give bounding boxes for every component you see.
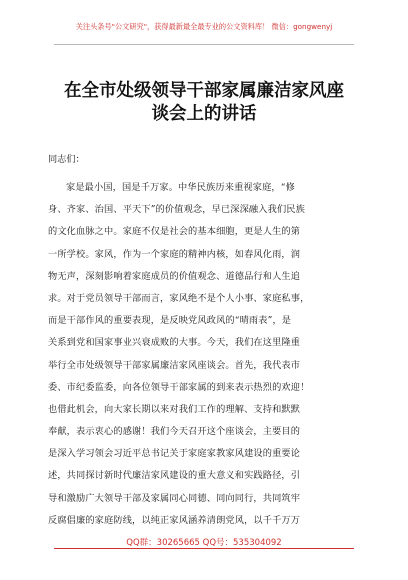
body-line: 也借此机会，向大家长期以来对我们工作的理解、支持和默默 bbox=[48, 403, 301, 415]
body-line: 举行全市处级领导干部家属廉洁家风座谈会。首先，我代表市 bbox=[48, 359, 301, 371]
body-line: 委、市纪委监委，向各位领导干部家属的到来表示热烈的欢迎！ bbox=[48, 381, 310, 393]
body-line: 关系到党和国家事业兴衰成败的大事。今天，我们在这里隆重 bbox=[48, 337, 301, 349]
body-line: 求。对于党员领导干部而言，家风绝不是个人小事、家庭私事， bbox=[48, 292, 310, 304]
body-line: 身、齐家、治国、平天下”的价值观念，早已深深融入我们民族 bbox=[48, 204, 305, 216]
body-line: 反腐倡廉的家庭防线，以纯正家风涵养清朗党风，以千千万万 bbox=[48, 514, 301, 526]
header-banner: 关注头条号"公文研究"，获得最新最全最专业的公文资料库！ 微信：gongwenyj bbox=[75, 22, 333, 31]
body-line: 物无声，深刻影响着家庭成员的价值观念、道德品行和人生追 bbox=[48, 270, 301, 282]
body-text bbox=[48, 177, 362, 532]
body-line: 述，共同探讨新时代廉洁家风建设的重大意义和实践路径，引 bbox=[48, 470, 301, 482]
header-divider bbox=[54, 44, 354, 45]
body-line: 的文化血脉之中。家庭不仅是社会的基本细胞，更是人生的第 bbox=[48, 226, 301, 238]
body-line: 而是干部作风的重要表现，是反映党风政风的“晴雨表”，是 bbox=[48, 315, 292, 327]
body-line: 家是最小国，国是千万家。中华民族历来重视家庭，“修 bbox=[66, 182, 295, 193]
body-line: 导和激励广大领导干部及家属同心同德、同向同行，共同筑牢 bbox=[48, 492, 301, 504]
salutation: 同志们： bbox=[48, 154, 85, 165]
body-line: 奉献，表示衷心的感谢！我们今天召开这个座谈会，主要目的 bbox=[48, 426, 301, 438]
footer-banner: QQ群：30265665 QQ号：535304092 bbox=[126, 538, 282, 548]
document-title bbox=[40, 80, 368, 126]
footer-divider bbox=[54, 548, 354, 549]
title-line-2: 谈会上的讲话 bbox=[151, 104, 257, 124]
body-line: 一所学校。家风，作为一个家庭的精神内核，如春风化雨，润 bbox=[48, 248, 301, 260]
body-line: 是深入学习领会习近平总书记关于家庭家教家风建设的重要论 bbox=[48, 448, 301, 460]
title-line-1: 在全市处级领导干部家属廉洁家风座 bbox=[64, 81, 344, 101]
